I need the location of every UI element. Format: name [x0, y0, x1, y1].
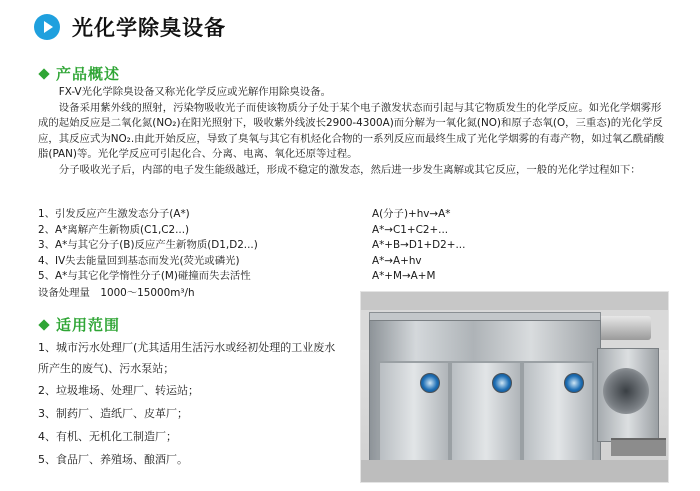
step-formula: A*+M→A+M [372, 270, 436, 283]
scope-heading-label: 适用范围 [56, 316, 121, 334]
step-text: 5、A*与其它化学惰性分子(M)碰撞而失去活性 [38, 270, 251, 283]
overview-heading-label: 产品概述 [56, 65, 121, 83]
step-text: 3、A*与其它分子(B)反应产生新物质(D1,D2...) [38, 239, 258, 252]
step-text: 1、引发反应产生激发态分子(A*) [38, 208, 190, 220]
process-step [38, 269, 666, 285]
pallet [611, 438, 666, 456]
play-icon [34, 14, 60, 40]
scope-item: 5、食品厂、养殖场、酿酒厂。 [38, 453, 188, 466]
process-step [38, 238, 666, 254]
fan-vent-icon [420, 373, 440, 393]
process-steps [38, 207, 666, 285]
capacity-text: 设备处理量 1000～15000m³/h [38, 287, 195, 299]
overview-heading [40, 63, 120, 84]
scope-heading [40, 314, 120, 335]
page-title: 光化学除臭设备 [72, 16, 226, 40]
step-formula: A*→C1+C2+... [372, 223, 449, 236]
floor [361, 460, 668, 482]
overview-paragraph-2: 分子吸收光子后，内部的电子发生能级越迁，形成不稳定的激发态，然后进一步发生离解或其它反应，一般的光化学过程如下： [58, 163, 641, 176]
deodorizer-unit [369, 320, 601, 472]
exhaust-fan [603, 368, 649, 414]
scope-item: 2、垃圾堆场、处理厂、转运站； [38, 384, 199, 397]
diamond-icon [38, 68, 49, 79]
step-text: 4、IV失去能量回到基态而发光(荧光或磷光) [38, 254, 240, 267]
fan-vent-icon [492, 373, 512, 393]
step-formula: A(分子)+hv→A* [372, 208, 451, 220]
fan-vent-icon [564, 373, 584, 393]
scope-list [38, 337, 338, 471]
process-step [38, 223, 666, 239]
process-step [38, 207, 666, 223]
overview-description [38, 85, 666, 179]
equipment-photo [360, 291, 669, 483]
process-step [38, 254, 666, 270]
overview-paragraph-1: 设备采用紫外线的照射，污染物吸收光子而使该物质分子处于某个电子激发状态而引起与其它物质发生的化学反应。如光化学烟雾形成的起始反应是二氧化氮(NO₂)在阳光照射下，吸收紫外线波长2900-4300A)而分解为一氧化氮(NO)和原子态氧(O，三重态)的光化学反应，其反应式为NO₂.由此开始反应，导致了臭氧与其它有机烃化合物的一系列反应而最终生成了光化学烟雾的有毒产物，如过氧乙酰硝酸脂(PAN)等。光化学反应可引起化合、分离、电离、氧化还原等过程。 [38, 101, 665, 161]
scope-item: 3、制药厂、造纸厂、皮革厂； [38, 407, 188, 420]
ceiling-beam [361, 292, 668, 310]
page-header [34, 12, 226, 42]
scope-item: 4、有机、无机化工制造厂； [38, 430, 177, 443]
diamond-icon [38, 319, 49, 330]
step-formula: A*→A+hv [372, 254, 422, 267]
scope-item: 1、城市污水处理厂(尤其适用生活污水或经初处理的工业废水所产生的废气)、污水泵站； [38, 341, 336, 375]
step-text: 2、A*离解产生新物质(C1,C2...) [38, 223, 190, 236]
step-formula: A*+B→D1+D2+... [372, 239, 466, 252]
overview-line-1: FX-V光化学除臭设备又称光化学反应或光解作用除臭设备。 [58, 86, 331, 98]
